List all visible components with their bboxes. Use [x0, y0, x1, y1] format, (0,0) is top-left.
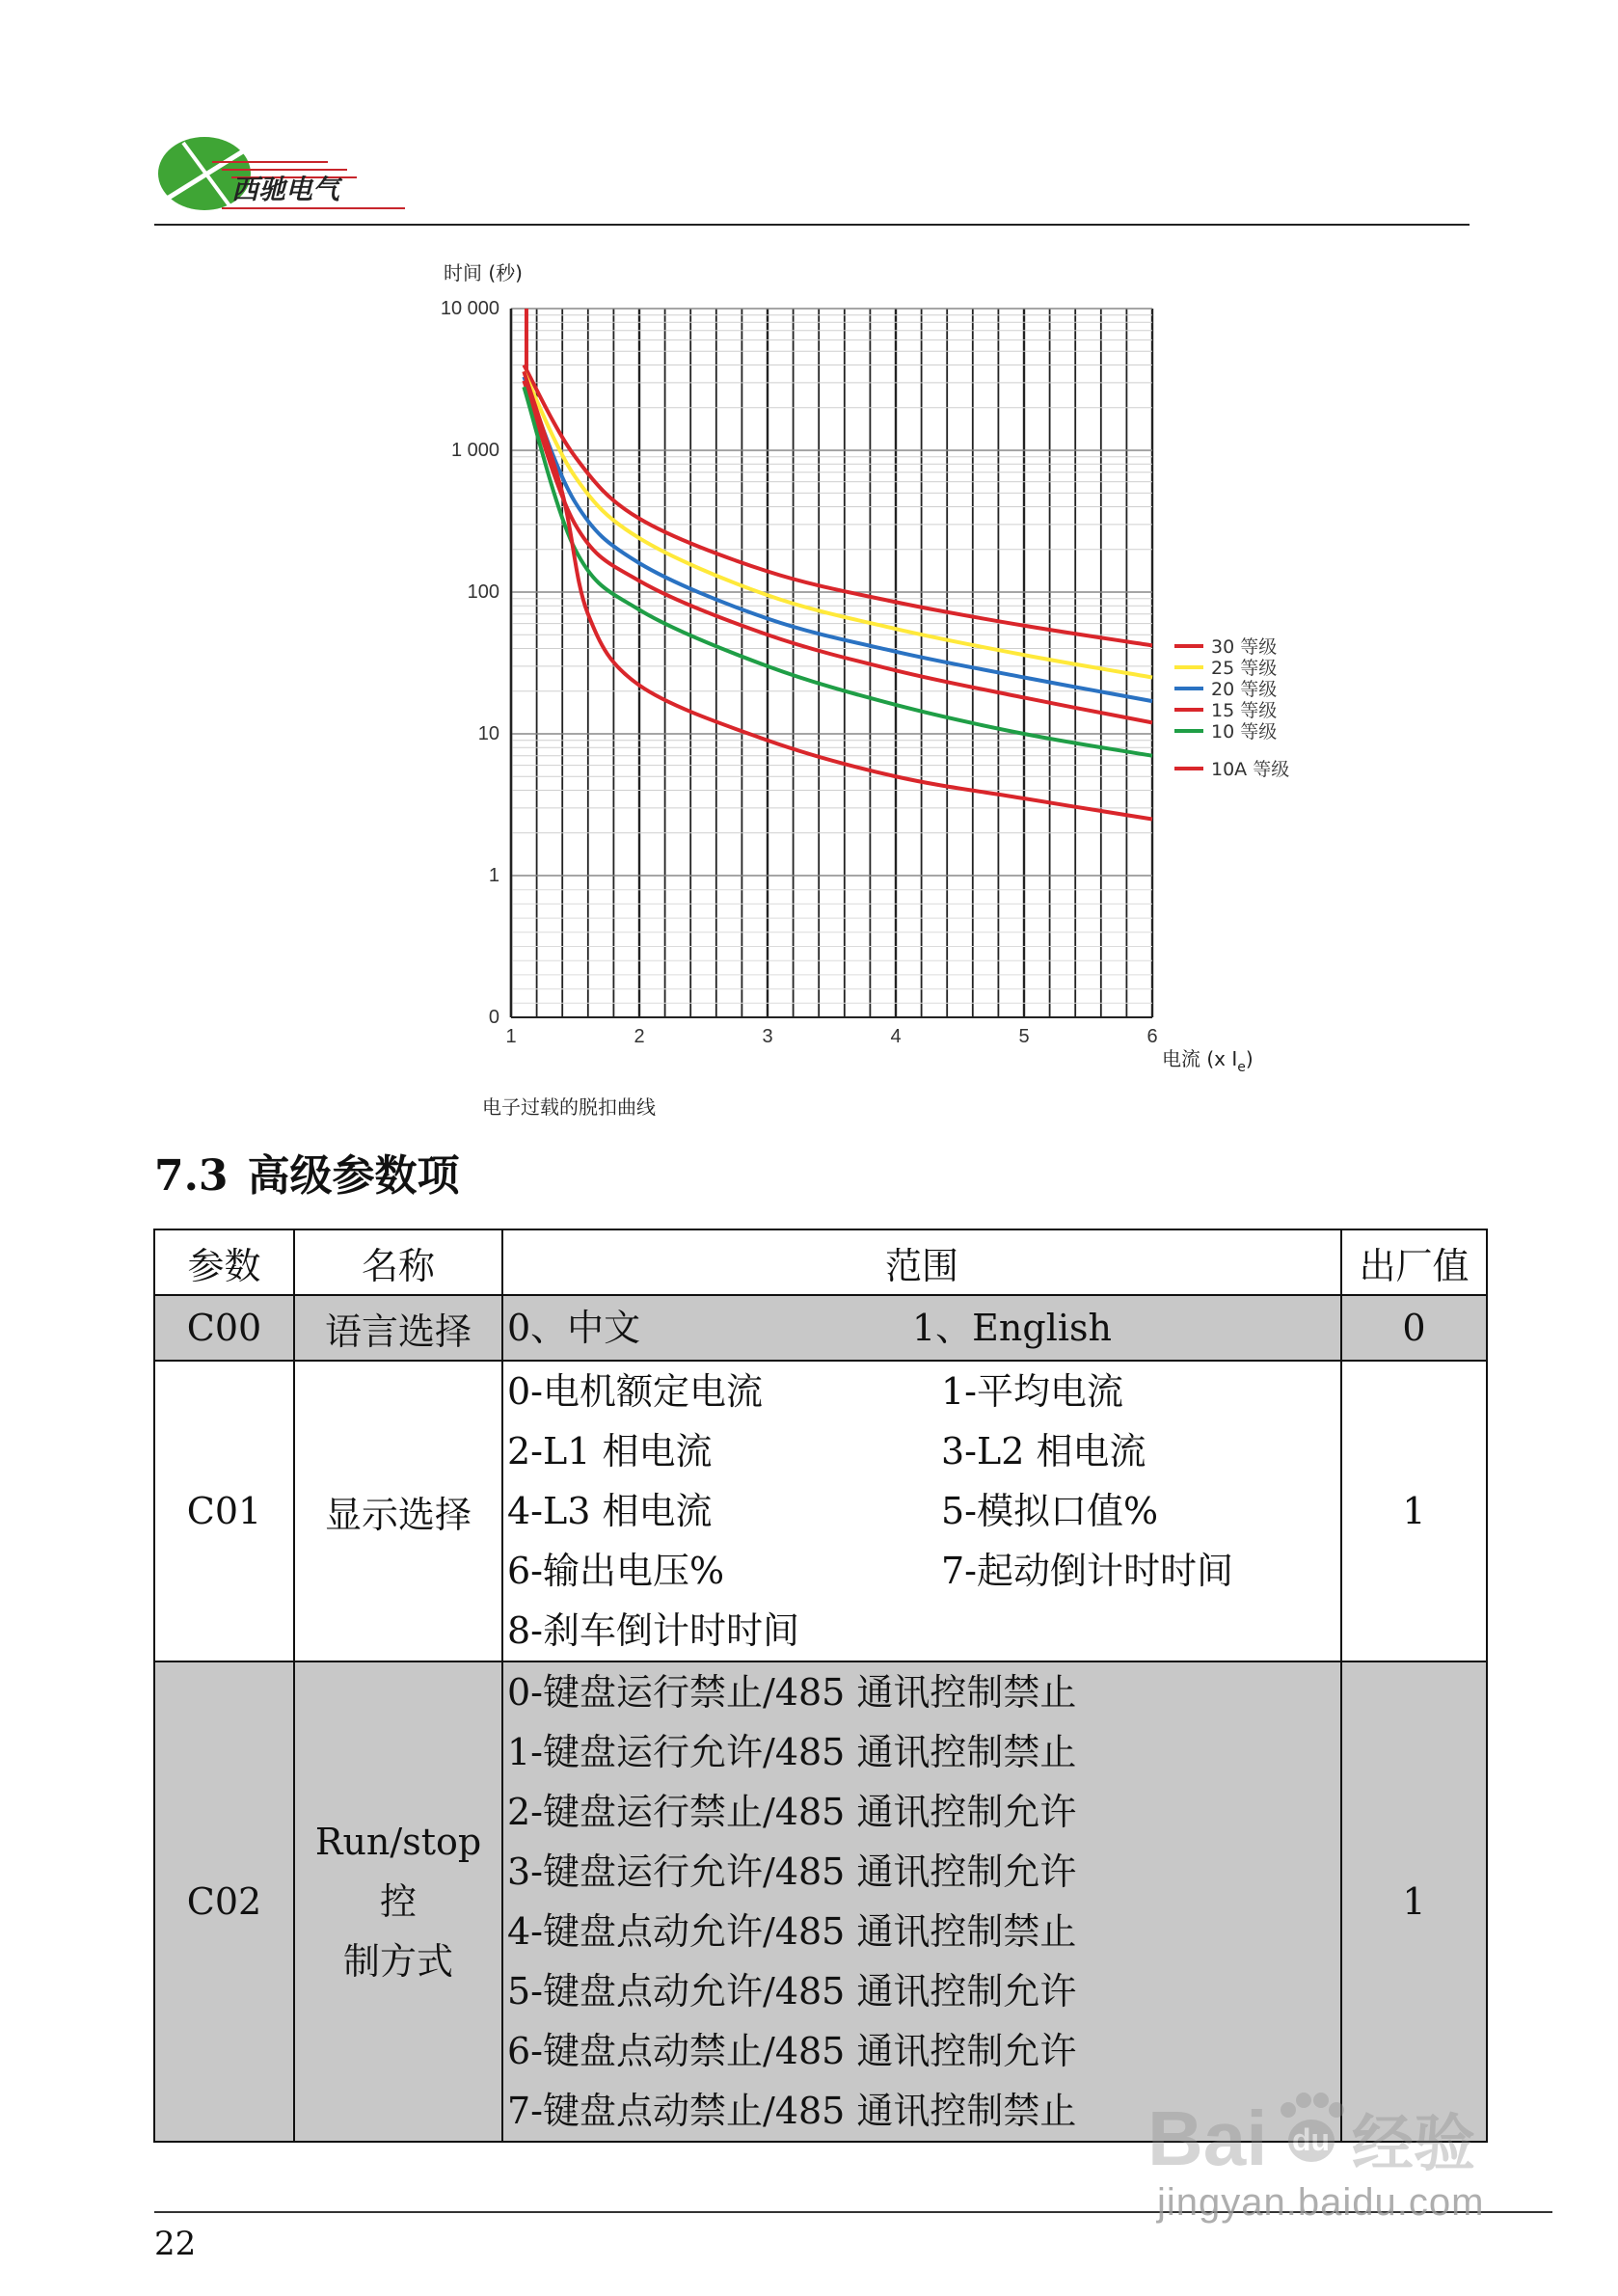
param-name — [294, 1661, 502, 2142]
y-tick-label: 100 — [467, 581, 499, 603]
series-line — [524, 377, 1152, 701]
legend-label: 10A 等级 — [1211, 759, 1290, 780]
y-tick-label: 1 000 — [450, 440, 499, 461]
tripping-curve-chart — [386, 246, 1331, 1133]
table-header-row — [154, 1229, 1487, 1295]
page-number: 22 — [154, 2225, 197, 2263]
chart-caption: 电子过载的脱扣曲线 — [482, 1095, 656, 1119]
param-name: 显示选择 — [294, 1361, 502, 1661]
section-title-text: 高级参数项 — [247, 1151, 460, 1201]
table-row-c00 — [154, 1295, 1487, 1361]
section-number: 7.3 — [154, 1151, 229, 1201]
param-code: C02 — [154, 1661, 294, 2142]
range-option: 3-键盘运行允许/485 通讯控制允许 — [507, 1850, 1077, 1893]
y-tick-label: 10 000 — [440, 298, 499, 319]
x-tick-label: 1 — [505, 1026, 517, 1047]
range-option: 0-电机额定电流 — [507, 1370, 764, 1413]
x-tick-label: 3 — [762, 1026, 773, 1047]
advanced-parameter-table — [153, 1229, 1488, 2143]
legend-label: 15 等级 — [1211, 700, 1278, 721]
param-default: 1 — [1341, 1361, 1487, 1661]
series-line — [524, 365, 1152, 645]
x-tick-label: 4 — [890, 1026, 902, 1047]
logo-text: 西驰电气 — [231, 174, 340, 205]
company-logo — [154, 133, 405, 218]
header-param: 参数 — [154, 1229, 294, 1295]
param-range — [502, 1295, 1341, 1361]
param-code: C01 — [154, 1361, 294, 1661]
range-option: 5-键盘点动允许/485 通讯控制允许 — [507, 1970, 1077, 2012]
range-option: 1-平均电流 — [941, 1370, 1124, 1413]
legend-label: 25 等级 — [1211, 658, 1278, 679]
x-axis-label-close: ) — [1245, 1047, 1254, 1070]
range-option: 8-刹车倒计时时间 — [507, 1609, 800, 1652]
param-code: C00 — [154, 1295, 294, 1361]
watermark-brand: Bai — [1147, 2095, 1268, 2181]
header-range: 范围 — [502, 1229, 1341, 1295]
header-rule — [154, 224, 1470, 226]
range-option: 5-模拟口值% — [941, 1490, 1159, 1532]
range-option: 0-键盘运行禁止/485 通讯控制禁止 — [507, 1671, 1077, 1714]
watermark-brand-cn: 经验 — [1352, 2109, 1475, 2180]
range-option: 1、English — [912, 1307, 1112, 1349]
param-name-line: Run/stop 控 — [314, 1821, 482, 1923]
legend-label: 10 等级 — [1211, 721, 1278, 743]
param-name: 语言选择 — [294, 1295, 502, 1361]
y-tick-label: 10 — [477, 723, 499, 744]
table-row-c02 — [154, 1661, 1487, 2142]
range-option: 4-L3 相电流 — [507, 1490, 713, 1532]
header-default: 出厂值 — [1341, 1229, 1487, 1295]
y-tick-label: 1 — [488, 865, 499, 886]
legend-label: 30 等级 — [1211, 636, 1278, 658]
range-option: 1-键盘运行允许/485 通讯控制禁止 — [507, 1731, 1077, 1773]
x-tick-label: 5 — [1018, 1026, 1030, 1047]
x-tick-label: 6 — [1146, 1026, 1158, 1047]
param-default: 1 — [1341, 1661, 1487, 2142]
param-name-line: 制方式 — [342, 1940, 453, 1983]
param-range — [502, 1361, 1341, 1661]
range-option — [941, 1601, 1340, 1661]
header-name: 名称 — [294, 1229, 502, 1295]
param-default: 0 — [1341, 1295, 1487, 1361]
range-option: 2-键盘运行禁止/485 通讯控制允许 — [507, 1791, 1077, 1833]
watermark-url: jingyan.baidu.com — [1157, 2181, 1485, 2224]
legend-label: 20 等级 — [1211, 679, 1278, 700]
table-row-c01 — [154, 1361, 1487, 1661]
range-option: 7-起动倒计时时间 — [941, 1550, 1234, 1592]
range-option: 4-键盘点动允许/485 通讯控制禁止 — [507, 1910, 1077, 1953]
param-range — [502, 1661, 1341, 2142]
range-option: 6-键盘点动禁止/485 通讯控制允许 — [507, 2030, 1077, 2072]
range-option: 6-输出电压% — [507, 1550, 725, 1592]
series-line — [524, 387, 1152, 756]
range-option: 2-L1 相电流 — [507, 1430, 713, 1472]
range-option: 7-键盘点动禁止/485 通讯控制禁止 — [507, 2090, 1077, 2132]
x-tick-label: 2 — [634, 1026, 645, 1047]
y-axis-label: 时间 (秒) — [444, 261, 523, 284]
range-option: 0、中文 — [507, 1307, 641, 1349]
section-heading — [154, 1148, 460, 1205]
x-axis-label: 电流 (x $I_e$) — [1162, 1047, 1254, 1075]
x-axis-label-subscript: e — [1237, 1060, 1246, 1075]
range-option: 3-L2 相电流 — [941, 1430, 1146, 1472]
watermark-brand-tail: du — [1292, 2122, 1331, 2157]
y-tick-label: 0 — [488, 1007, 499, 1028]
